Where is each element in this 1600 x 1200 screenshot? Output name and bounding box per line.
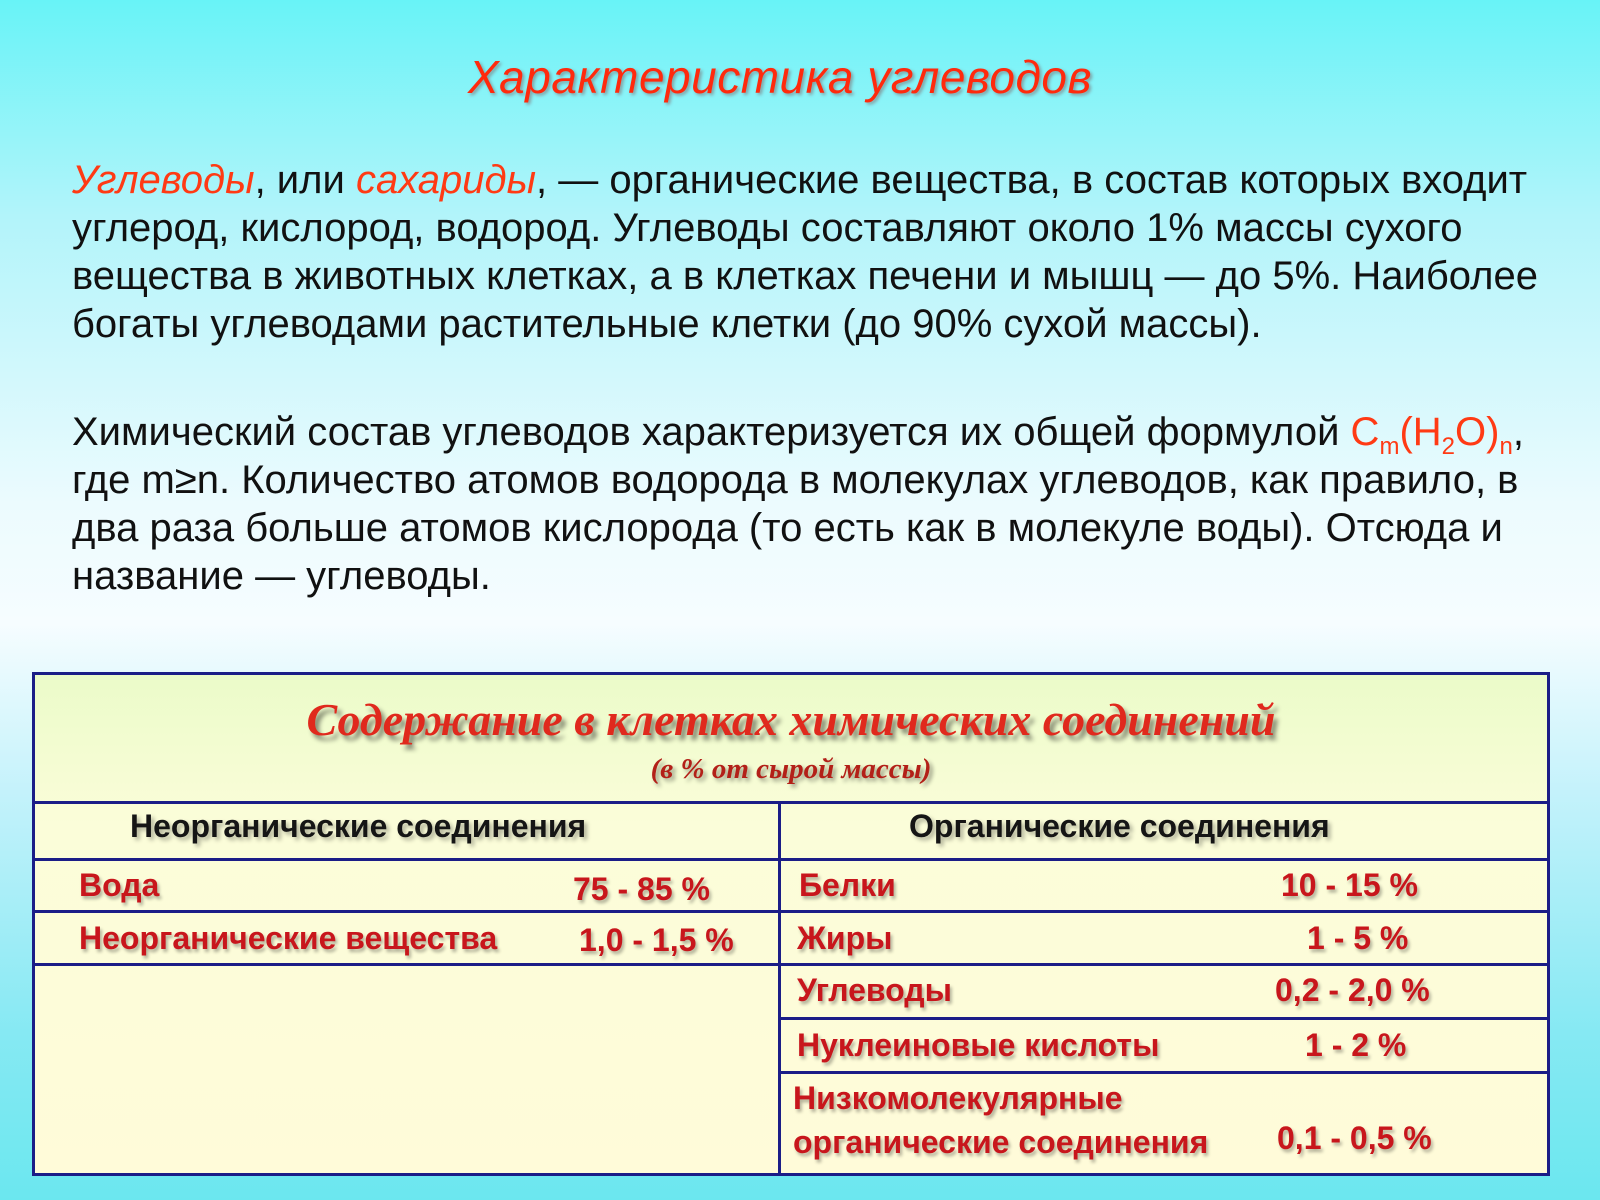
organic-row-value: 0,2 - 2,0 % (1275, 972, 1430, 1008)
organic-row-value: 0,1 - 0,5 % (1277, 1120, 1432, 1156)
organic-row-name: Углеводы (797, 972, 952, 1008)
inorganic-row-name: Вода (79, 867, 160, 903)
term-carbohydrates: Углеводы (72, 158, 255, 202)
organic-row-name: Низкомолекулярные органические соединения (793, 1080, 1209, 1160)
formula-paragraph (72, 408, 1572, 600)
header-row-divider (35, 858, 1547, 861)
formula-explanation: , где m≥n. Количество атомов водорода в молекулах углеводов, как правило, в два раза больше атомов кислорода (то есть как в молекуле воды). Отсюда и название — углеводы. (72, 410, 1524, 598)
row-divider (35, 910, 1547, 913)
row-divider (781, 1071, 1547, 1074)
term-saccharides: сахариды (355, 158, 537, 202)
organic-row-value: 1 - 2 % (1305, 1027, 1407, 1063)
table-subtitle: (в % от сырой массы) (650, 753, 932, 785)
inorganic-row-value: 1,0 - 1,5 % (579, 922, 734, 958)
row-divider (35, 963, 1547, 966)
composition-table (32, 672, 1550, 1176)
organic-row-name: Жиры (797, 920, 893, 956)
organic-row-value: 1 - 5 % (1307, 920, 1409, 956)
paragraph-body: , — органические вещества, в состав которых входит углерод, кислород, водород. Углеводы составляют около 1% массы сухого вещества в животных клетках, а в клетках печени и мышц — до 5%. Наиболее богаты углеводами растительные клетки (до 90% сухой массы). (72, 158, 1538, 346)
organic-row-value: 10 - 15 % (1281, 867, 1418, 903)
slide-title: Характеристика углеводов (467, 51, 1092, 103)
inorganic-row-name: Неорганические вещества (79, 920, 498, 956)
intro-paragraph (72, 156, 1572, 348)
formula-intro: Химический состав углеводов характеризуется их общей формулой (72, 410, 1351, 454)
organic-row-name: Нуклеиновые кислоты (797, 1027, 1160, 1063)
inorganic-row-value: 75 - 85 % (573, 871, 710, 907)
organic-column-header: Органические соединения (909, 808, 1330, 844)
table-title: Содержание в клетках химических соединений (306, 694, 1276, 745)
table-header (35, 675, 1547, 804)
paragraph-separator: , или (254, 158, 356, 202)
inorganic-column-header: Неорганические соединения (130, 808, 587, 844)
row-divider (781, 1017, 1547, 1020)
organic-row-name: Белки (799, 867, 896, 903)
general-formula: $C_m(H_2O)_n$ (1350, 410, 1513, 460)
